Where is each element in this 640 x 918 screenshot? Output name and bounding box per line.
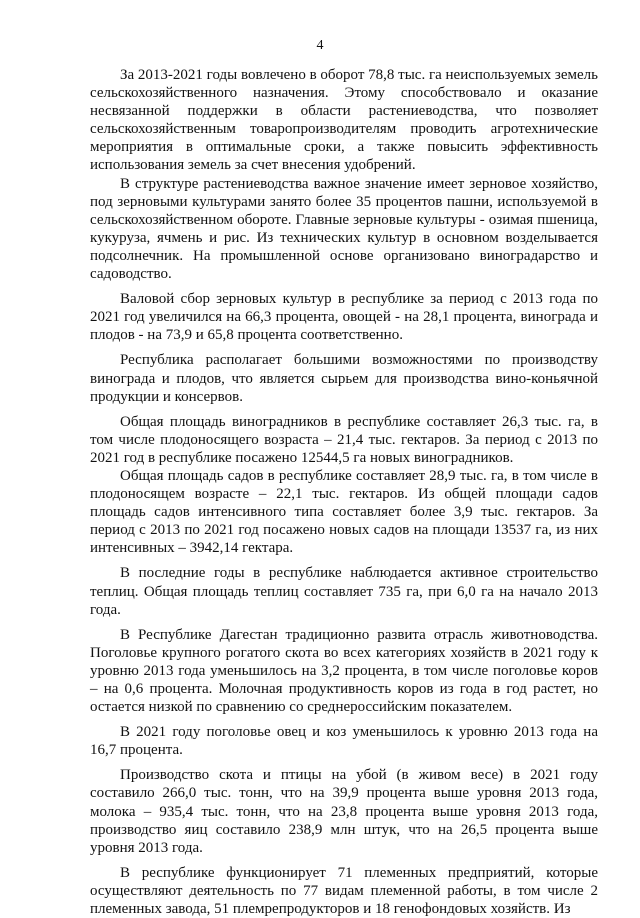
paragraph-grain-structure: В структуре растениеводства важное значение имеет зерновое хозяйство, под зерновыми культурами занято более 35 процентов пашни, используемой в сельскохозяйственном обороте. Главные зерновые культуры - озимая пшеница, кукуруза, ячмень и рис. Из технических культур в основном возделывается подсолнечник. На промышленной основе организовано виноградарство и садоводство. xyxy=(90,175,598,283)
page-number: 4 xyxy=(316,38,324,53)
paragraph-breeding: В республике функционирует 71 племенных предприятий, которые осуществляют деятельность по 77 видам племенной работы, в том числе 2 племенных завода, 51 племрепродукторов и 18 генофондовых хозяйств. Из xyxy=(90,864,598,918)
paragraph-greenhouses: В последние годы в республике наблюдается активное строительство теплиц. Общая площадь теплиц составляет 735 га, при 6,0 га на начало 2013 года. xyxy=(90,565,598,618)
paragraph-livestock: В Республике Дагестан традиционно развита отрасль животноводства. Поголовье крупного рогатого скота во всех категориях хозяйств в 2021 году к уровню 2013 года уменьшилось на 3,2 процента, в том числе поголовье коров – на 0,6 процента. Молочная продуктивность коров из года в год растет, но остается низкой по сравнению со среднероссийским показателем. xyxy=(90,626,598,716)
paragraph-land-use: За 2013-2021 годы вовлечено в оборот 78,8 тыс. га неиспользуемых земель сельскохозяйственного назначения. Этому способствовало и оказание несвязанной поддержки в области растениеводства, что позволяет сельскохозяйственным товаропроизводителям проводить агротехнические мероприятия в оптимальные сроки, а также повысить эффективность использования земель за счет внесения удобрений. xyxy=(90,67,598,174)
paragraph-orchards: Общая площадь садов в республике составляет 28,9 тыс. га, в том числе в плодоносящем возрасте – 22,1 тыс. гектаров. Из общей площади садов площадь садов интенсивного типа составляет более 3,9 тыс. гектаров. За период с 2013 по 2021 год посажено новых садов на площади 13537 га, из них интенсивных – 3942,14 гектара. xyxy=(90,467,598,557)
paragraph-vineyards: Общая площадь виноградников в республике составляет 26,3 тыс. га, в том числе плодоносящего возраста – 21,4 тыс. гектаров. За период с 2013 по 2021 год в республике посажено 12544,5 га новых виноградников. xyxy=(90,413,598,466)
paragraph-harvest: Валовой сбор зерновых культур в республике за период с 2013 года по 2021 год увеличился на 66,3 процента, овощей - на 28,1 процента, винограда и плодов - на 73,9 и 65,8 процента соответственно. xyxy=(90,291,598,344)
paragraph-sheep-goats: В 2021 году поголовье овец и коз уменьшилось к уровню 2013 года на 16,7 процента. xyxy=(90,724,598,759)
document-body xyxy=(90,66,598,918)
paragraph-production: Производство скота и птицы на убой (в живом весе) в 2021 году составило 266,0 тыс. тонн, что на 39,9 процента выше уровня 2013 года, молока – 935,4 тыс. тонн, что на 23,8 процента выше уровня 2013 года, производство яиц составило 238,9 млн штук, что на 26,5 процента выше уровня 2013 года. xyxy=(90,767,598,856)
paragraph-grapes-fruits: Республика располагает большими возможностями по производству винограда и плодов, что является сырьем для производства вино-коньячной продукции и консервов. xyxy=(90,352,598,405)
